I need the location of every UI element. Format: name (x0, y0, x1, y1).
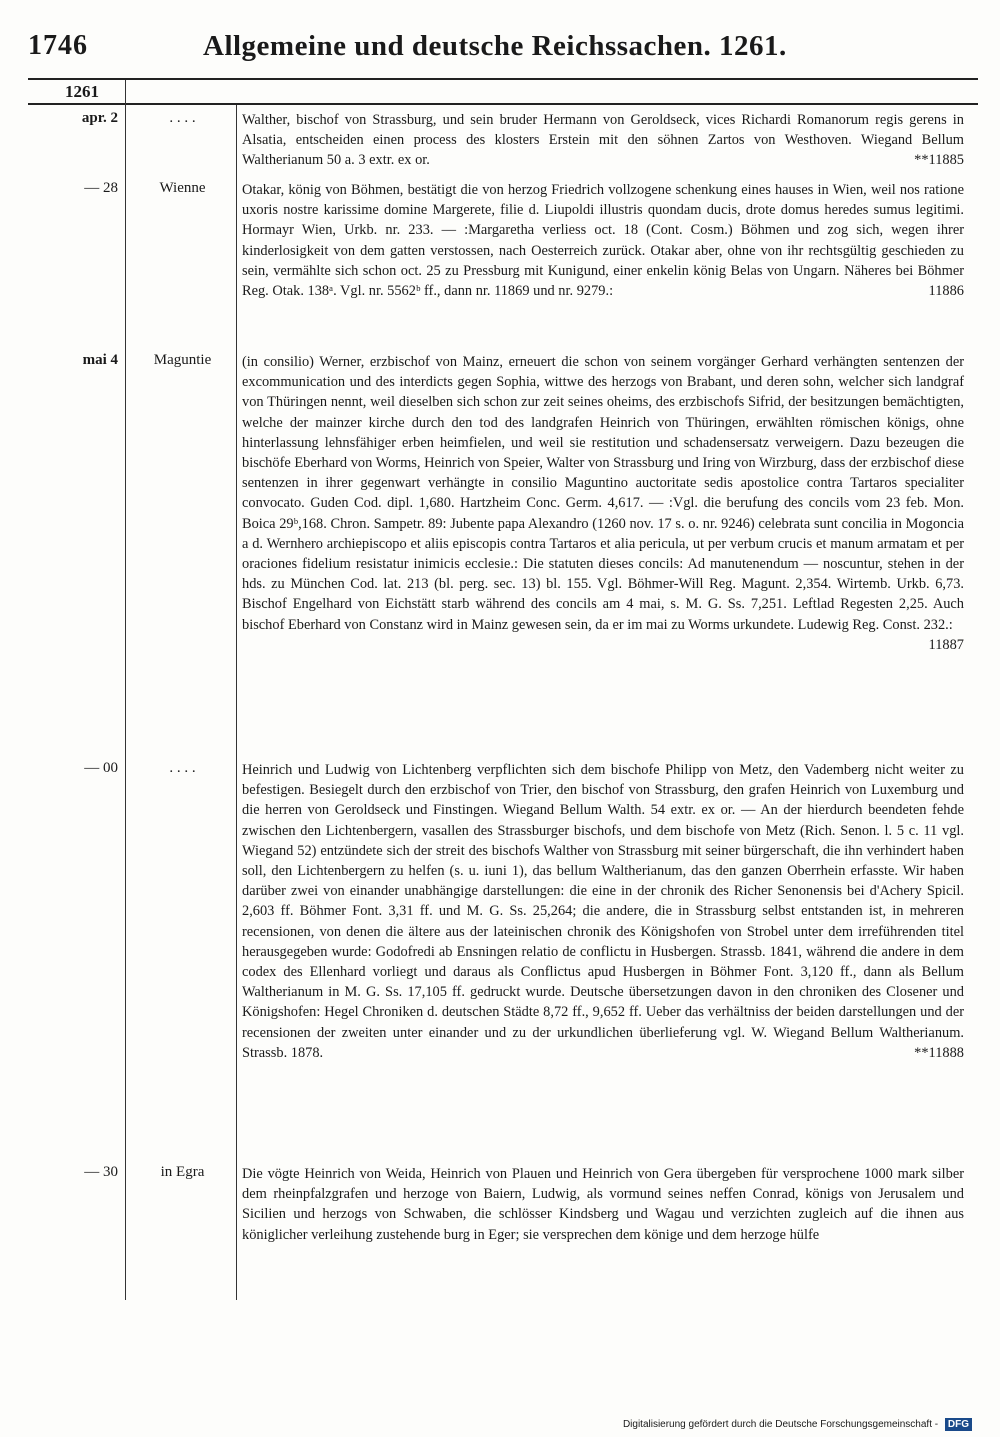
entry-body: Otakar, könig von Böhmen, bestätigt die von herzog Friedrich vollzogene schenkung eines hauses in Wien, weil nos ratione uxoris nostre karissime domine Margerete, filie d. Liupoldi illustris quondam ducis, drote domus heredes sumus legitimi. Hormayr Wien, Urkb. nr. 233. — :Margaretha verliess oct. 18 (Cont. Cosm.) Böhmen und zog sich, wegen ihrer kinderlosigkeit von dem gatten verstossen, nach Oesterreich zurück. Otakar aber, ohne von ihr rechtsgültig geschieden zu sein, vermählte sich schon oct. 25 zu Pressburg mit Kunigund, einer enkelin könig Belas von Ungarn. Näheres bei Böhmer Reg. Otak. 138ᵃ. Vgl. nr. 5562ᵇ ff., dann nr. 11869 und nr. 9279.: (242, 182, 964, 300)
entry-body: Heinrich und Ludwig von Lichtenberg verpflichten sich dem bischofe Philipp von Metz, den Vademberg nicht weiter zu befestigen. Besiegelt durch den erzbischof von Trier, den bischof von Strassburg, den grafen Heinrich von Luxemburg und die herren von Geroldseck und Finstingen. Wiegand Bellum Walth. 54 extr. ex or. — An der hierdurch beendeten fehde zwischen den Lichtenbergern, vasallen des Strassburger bischofs, und dem bischofe von Metz (Rich. Senon. l. 5 c. 11 vgl. Wiegand 52) entzündete sich der streit des bischofs Walther von Strassburg mit seiner bürgerschaft, die ihn verhindert haben soll, den Lichtenbergern zu helfen (s. u. iuni 1), das bellum Waltherianum, das den ganzen Oberrhein erfasste. Wir haben darüber zwei von einander unabhängige darstellungen: die eine in der chronik des Richer Senonensis bei d'Achery Spicil. 2,603 ff. Böhmer Font. 3,31 ff. und M. G. Ss. 25,264; die andere, die in Strassburg selbst entstanden ist, in mehreren recensionen, von denen die ältere aus der lateinischen chronik des Königshofen von Strobel unter dem irreführenden titel herausgegeben wurde: Godofredi ab Ensningen relatio de conflictu in Husbergen. Strassb. 1841, während die andere in dem codex des Ellenhard vorliegt und daraus als Conflictus apud Husbergen in Böhmer Font. 3,120 ff., dann als Bellum Waltherianum in M. G. Ss. 17,105 ff. gedruckt wurde. Deutsche übersetzungen davon in den chroniken des Closener und Königshofen: Hegel Chroniken d. deutschen Städte 8,72 ff., 9,652 ff. Ueber das verhältniss der beiden darstellungen und der recensionen der zweiten unter einander und zu der urkundlichen überlieferung vgl. W. Wiegand Bellum Waltherianum. Strassb. 1878. (242, 762, 964, 1061)
footer-text: Digitalisierung gefördert durch die Deutsche Forschungsgemeinschaft - (622, 1419, 939, 1430)
entry-place: Maguntie (153, 352, 212, 368)
column-rule-date (125, 80, 126, 1300)
entry-text (242, 180, 964, 301)
entry-place: . . . . (169, 110, 196, 126)
digitization-footer (623, 1418, 972, 1431)
entry-day: — 00 (84, 760, 118, 776)
entry-date (28, 352, 118, 369)
entry-body: Die vögte Heinrich von Weida, Heinrich von Plauen und Heinrich von Gera übergeben für versprochene 1000 mark silber dem rheinpfalzgrafen und herzoge von Baiern, Ludwig, als vormund seines neffen Conrad, königs von Jerusalem und Sicilien und herzogs von Schwaben, die schlösser Kindsberg und Wagau und verzichten zugleich auf die ihnen aus königlicher verleihung zustehende burg in Eger; sie versprechen dem könige und dem herzoge hülfe (242, 1166, 964, 1243)
page-number: 1746 (28, 30, 88, 61)
regest-number: **11885 (914, 152, 964, 169)
entry-body: (in consilio) Werner, erzbischof von Mainz, erneuert die schon von seinem vorgänger Gerhard verhängten sentenzen der excommunication und des interdicts gegen Sophia, wittwe des herzogs von Brabant, und deren sohn, welcher sich landgraf von Thüringen nennt, weil dieselben sich schon zur zeit seines oheims, des erzbischofs Sifrid, der besitzungen bemächtigten, welche der mainzer kirche durch den tod des landgrafen Heinrich von Thüringen, erwählten römischen königs, ohne hinterlassung lehnsfähiger erben heimfielen, und weil sie restitution und schadensersatz verweigern. Dazu bezeugen die bischöfe Eberhard von Worms, Heinrich von Speier, Walter von Strassburg und Iring von Wirzburg, dass der erzbischof diese sentenzen in ihrer gegenwart verhängte in consilio Maguntino auctoritate sedis apostolice contra Tartaros specialiter convocato. Guden Cod. dipl. 1,680. Hartzheim Conc. Germ. 4,617. — :Vgl. die berufung des concils vom 23 feb. Mon. Boica 29ᵇ,168. Chron. Sampetr. 89: Jubente papa Alexandro (1260 nov. 17 s. o. nr. 9246) celebrata sunt concilia in Mogoncia a d. Wernhero archiepiscopo et aliis episcopis contra Tartaros et alia pericula, ut per verbum crucis et manum armatam et per oraciones fidelium resistatur inimicis ecclesie.: Die statuten dieses concils: Ad manutenendum — noscuntur, stehen in der hds. zu München Cod. lat. 213 (bl. perg. sec. 13) bl. 155. Vgl. Böhmer-Will Reg. Magunt. 2,354. Wirtemb. Urkb. 6,73. Bischof Engelhard von Eichstätt starb während des concils am 4 mai, s. M. G. Ss. 7,251. Leftlad Regesten 2,25. Auch bischof Eberhard von Constanz wird in Mainz gewesen sein, da er im mai zu Worms urkundete. Ludewig Reg. Const. 232.: (242, 354, 964, 633)
entry-text (242, 1164, 964, 1245)
entry-date (28, 110, 118, 127)
entry-month: apr. (81, 110, 107, 126)
entry-text (242, 110, 964, 171)
regest-number: **11888 (914, 1044, 964, 1061)
column-rule-place (236, 105, 237, 1300)
regest-number: 11886 (928, 283, 964, 300)
page-header (28, 30, 978, 70)
regest-number: 11887 (928, 636, 964, 653)
entry-body: Walther, bischof von Strassburg, und sein bruder Hermann von Geroldseck, vices Richardi Romanorum regis gerens in Alsatia, entscheiden einen process des klosters Erstein mit den söhnen Zartos von Westhoven. Wiegand Bellum Waltherianum 50 a. 3 extr. ex or. (242, 112, 964, 169)
entry-month: mai (82, 352, 107, 368)
entry-place: Wienne (159, 180, 206, 196)
entry-place: . . . . (169, 760, 196, 776)
running-title: Allgemeine und deutsche Reichssachen. 1261. (203, 30, 787, 62)
entry-text (242, 352, 964, 655)
header-rule (28, 78, 978, 80)
entry-date (28, 1164, 118, 1181)
entry-text (242, 760, 964, 1063)
year-label: 1261 (65, 82, 99, 101)
entry-day: — 28 (84, 180, 118, 196)
entry-date (28, 180, 118, 197)
entry-day: 4 (110, 352, 118, 368)
dfg-logo: DFG (945, 1418, 972, 1431)
entry-place: in Egra (160, 1164, 205, 1180)
entry-day: — 30 (84, 1164, 118, 1180)
entry-date (28, 760, 118, 777)
year-rule (28, 103, 978, 105)
entry-day: 2 (110, 110, 118, 126)
